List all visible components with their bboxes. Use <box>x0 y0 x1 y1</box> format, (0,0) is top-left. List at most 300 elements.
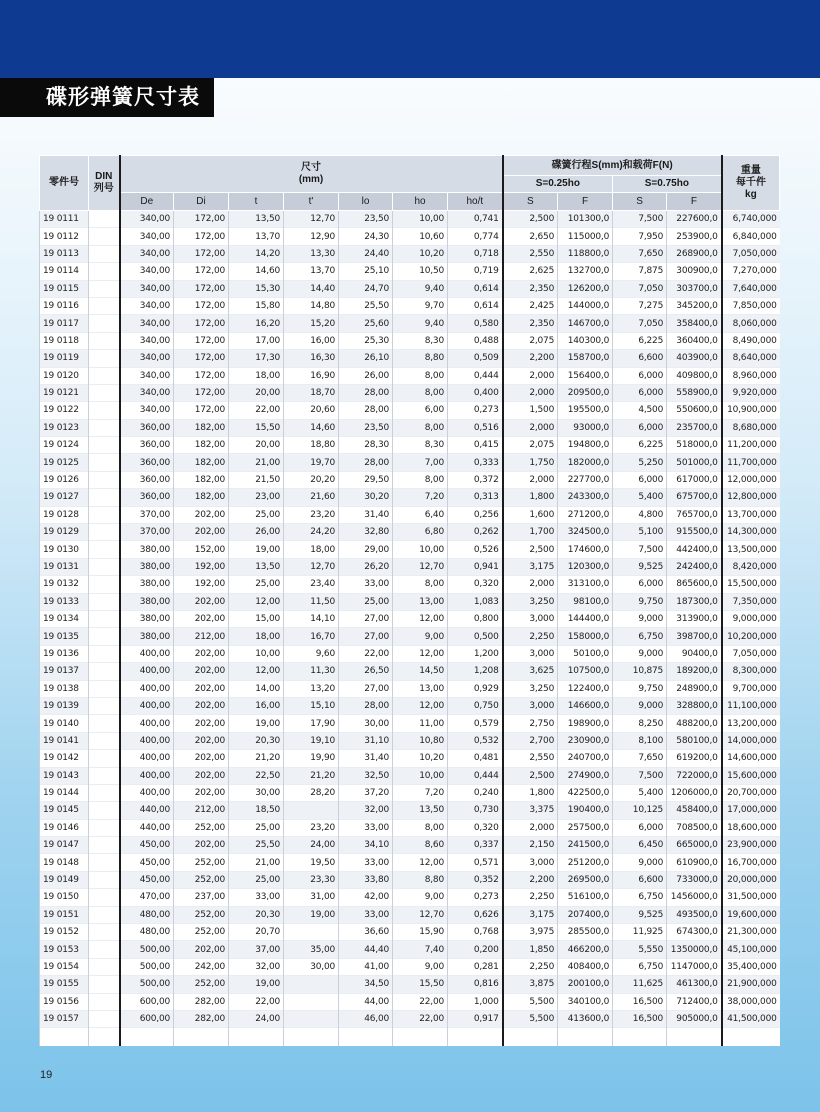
cell-col-ho: 8,00 <box>393 819 448 836</box>
header-col-f-075: F <box>667 193 722 211</box>
cell-col-t: 21,20 <box>229 750 284 767</box>
cell-col-di: 202,00 <box>174 610 229 627</box>
cell-part-number: 19 0125 <box>40 454 89 471</box>
table-row <box>40 245 780 262</box>
cell-col-s-025: 2,250 <box>503 889 558 906</box>
cell-part-number: 19 0148 <box>40 854 89 871</box>
table-row <box>40 384 780 401</box>
cell-col-s-025: 2,000 <box>503 576 558 593</box>
cell-part-number: 19 0147 <box>40 837 89 854</box>
cell-din-series <box>89 732 120 749</box>
cell-col-t: 17,30 <box>229 350 284 367</box>
empty-cell <box>120 1028 174 1047</box>
cell-col-ho: 10,00 <box>393 211 448 228</box>
cell-col-f-075: 409800,0 <box>667 367 722 384</box>
cell-col-ho-t: 0,532 <box>448 732 503 749</box>
cell-col-f-025: 132700,0 <box>558 263 613 280</box>
cell-din-series <box>89 663 120 680</box>
cell-part-number: 19 0153 <box>40 941 89 958</box>
cell-part-number: 19 0130 <box>40 541 89 558</box>
empty-cell <box>174 1028 229 1047</box>
cell-col-s-075: 5,250 <box>613 454 667 471</box>
cell-col-s-075: 9,000 <box>613 697 667 714</box>
cell-din-series <box>89 976 120 993</box>
cell-col-s-075: 8,250 <box>613 715 667 732</box>
cell-undefined: 11,700,000 <box>722 454 780 471</box>
header-col-de: De <box>120 193 174 211</box>
cell-col-t: 21,00 <box>229 854 284 871</box>
cell-col-t: 14,20 <box>229 245 284 262</box>
cell-col-lo: 33,80 <box>339 871 393 888</box>
empty-cell <box>89 1028 120 1047</box>
cell-col-ho-t: 0,526 <box>448 541 503 558</box>
cell-col-f-075: 558900,0 <box>667 384 722 401</box>
cell-col-ho-t: 0,372 <box>448 471 503 488</box>
cell-col-di: 172,00 <box>174 228 229 245</box>
cell-col-s-025: 2,500 <box>503 767 558 784</box>
cell-din-series <box>89 1010 120 1027</box>
cell-col-f-075: 712400,0 <box>667 993 722 1010</box>
cell-col-f-025: 194800,0 <box>558 437 613 454</box>
empty-cell <box>558 1028 613 1047</box>
table-row <box>40 367 780 384</box>
cell-col-f-025: 120300,0 <box>558 558 613 575</box>
cell-col-ho-t: 1,000 <box>448 993 503 1010</box>
cell-col-s-075: 6,450 <box>613 837 667 854</box>
table-row <box>40 941 780 958</box>
cell-din-series <box>89 645 120 662</box>
cell-col-di: 152,00 <box>174 541 229 558</box>
table-row <box>40 419 780 436</box>
cell-col-s-075: 6,750 <box>613 628 667 645</box>
cell-col-s-025: 2,000 <box>503 819 558 836</box>
cell-col-t-prime: 16,90 <box>284 367 339 384</box>
cell-undefined: 9,000,000 <box>722 610 780 627</box>
cell-col-di: 202,00 <box>174 750 229 767</box>
cell-col-ho: 13,50 <box>393 802 448 819</box>
cell-col-t: 13,50 <box>229 558 284 575</box>
header-col-t-prime: t' <box>284 193 339 211</box>
cell-col-s-075: 6,600 <box>613 350 667 367</box>
cell-col-f-025: 174600,0 <box>558 541 613 558</box>
cell-undefined: 21,300,000 <box>722 924 780 941</box>
cell-col-di: 282,00 <box>174 993 229 1010</box>
cell-col-ho-t: 0,333 <box>448 454 503 471</box>
cell-col-s-025: 3,250 <box>503 593 558 610</box>
header-stroke-load: 碟簧行程S(mm)和载荷F(N) <box>503 156 722 176</box>
table-row <box>40 837 780 854</box>
cell-col-s-025: 2,000 <box>503 384 558 401</box>
table-row <box>40 784 780 801</box>
cell-col-ho: 10,20 <box>393 750 448 767</box>
cell-col-s-025: 5,500 <box>503 1010 558 1027</box>
cell-col-t-prime <box>284 1010 339 1027</box>
cell-part-number: 19 0155 <box>40 976 89 993</box>
cell-col-lo: 22,00 <box>339 645 393 662</box>
cell-col-de: 340,00 <box>120 280 174 297</box>
cell-col-f-025: 101300,0 <box>558 211 613 228</box>
cell-din-series <box>89 889 120 906</box>
header-band <box>0 0 820 78</box>
cell-col-f-075: 674300,0 <box>667 924 722 941</box>
cell-col-t-prime <box>284 993 339 1010</box>
cell-col-ho-t: 0,816 <box>448 976 503 993</box>
cell-undefined: 16,700,000 <box>722 854 780 871</box>
page-title: 碟形弹簧尺寸表 <box>0 78 214 117</box>
table-row <box>40 958 780 975</box>
cell-col-lo: 33,00 <box>339 576 393 593</box>
cell-col-ho: 12,70 <box>393 906 448 923</box>
cell-col-f-075: 235700,0 <box>667 419 722 436</box>
cell-col-ho: 14,50 <box>393 663 448 680</box>
cell-col-t: 25,00 <box>229 871 284 888</box>
cell-col-ho-t: 0,571 <box>448 854 503 871</box>
cell-col-t: 20,30 <box>229 906 284 923</box>
cell-part-number: 19 0143 <box>40 767 89 784</box>
cell-col-de: 400,00 <box>120 645 174 662</box>
cell-col-s-075: 6,600 <box>613 871 667 888</box>
cell-col-s-075: 4,800 <box>613 506 667 523</box>
cell-col-f-075: 1147000,0 <box>667 958 722 975</box>
cell-col-s-025: 2,425 <box>503 297 558 314</box>
cell-undefined: 7,850,000 <box>722 297 780 314</box>
cell-col-s-075: 7,650 <box>613 245 667 262</box>
cell-col-ho: 12,70 <box>393 558 448 575</box>
cell-col-s-025: 1,800 <box>503 489 558 506</box>
cell-col-f-025: 115000,0 <box>558 228 613 245</box>
cell-col-de: 340,00 <box>120 315 174 332</box>
cell-col-t: 17,00 <box>229 332 284 349</box>
cell-col-di: 172,00 <box>174 315 229 332</box>
cell-col-t: 18,00 <box>229 628 284 645</box>
cell-col-lo: 27,00 <box>339 680 393 697</box>
cell-col-t-prime: 19,10 <box>284 732 339 749</box>
cell-col-di: 202,00 <box>174 941 229 958</box>
cell-col-f-025: 227700,0 <box>558 471 613 488</box>
table-row <box>40 906 780 923</box>
cell-col-f-025: 422500,0 <box>558 784 613 801</box>
cell-col-lo: 26,10 <box>339 350 393 367</box>
cell-col-f-025: 271200,0 <box>558 506 613 523</box>
cell-col-s-025: 3,175 <box>503 906 558 923</box>
cell-col-di: 172,00 <box>174 332 229 349</box>
cell-undefined: 11,100,000 <box>722 697 780 714</box>
cell-col-lo: 31,10 <box>339 732 393 749</box>
table-row <box>40 697 780 714</box>
cell-col-t: 22,50 <box>229 767 284 784</box>
cell-undefined: 20,700,000 <box>722 784 780 801</box>
cell-col-f-075: 1206000,0 <box>667 784 722 801</box>
cell-col-de: 400,00 <box>120 767 174 784</box>
cell-col-t: 26,00 <box>229 524 284 541</box>
cell-col-f-075: 242400,0 <box>667 558 722 575</box>
cell-undefined: 8,300,000 <box>722 663 780 680</box>
cell-col-ho-t: 0,509 <box>448 350 503 367</box>
cell-col-t-prime: 13,30 <box>284 245 339 262</box>
cell-col-s-075: 9,000 <box>613 610 667 627</box>
cell-col-ho-t: 0,481 <box>448 750 503 767</box>
cell-part-number: 19 0136 <box>40 645 89 662</box>
cell-col-f-025: 122400,0 <box>558 680 613 697</box>
cell-col-ho: 12,00 <box>393 645 448 662</box>
cell-col-s-025: 2,250 <box>503 628 558 645</box>
cell-col-ho-t: 0,352 <box>448 871 503 888</box>
cell-col-ho-t: 0,516 <box>448 419 503 436</box>
cell-col-t-prime: 15,10 <box>284 697 339 714</box>
cell-col-de: 380,00 <box>120 576 174 593</box>
cell-col-s-025: 3,250 <box>503 680 558 697</box>
cell-col-ho-t: 0,929 <box>448 680 503 697</box>
cell-col-ho-t: 0,614 <box>448 280 503 297</box>
table-row <box>40 732 780 749</box>
cell-col-lo: 44,40 <box>339 941 393 958</box>
cell-col-de: 380,00 <box>120 610 174 627</box>
cell-col-t: 25,00 <box>229 506 284 523</box>
cell-col-t: 21,00 <box>229 454 284 471</box>
cell-undefined: 9,700,000 <box>722 680 780 697</box>
cell-col-de: 440,00 <box>120 819 174 836</box>
cell-col-f-075: 300900,0 <box>667 263 722 280</box>
cell-col-s-075: 7,050 <box>613 280 667 297</box>
cell-col-s-075: 6,750 <box>613 889 667 906</box>
cell-part-number: 19 0152 <box>40 924 89 941</box>
cell-col-f-025: 200100,0 <box>558 976 613 993</box>
table-row <box>40 628 780 645</box>
cell-part-number: 19 0124 <box>40 437 89 454</box>
cell-col-ho-t: 1,083 <box>448 593 503 610</box>
cell-col-s-025: 2,350 <box>503 280 558 297</box>
cell-col-ho: 8,60 <box>393 837 448 854</box>
cell-din-series <box>89 750 120 767</box>
cell-col-f-075: 303700,0 <box>667 280 722 297</box>
cell-part-number: 19 0135 <box>40 628 89 645</box>
cell-din-series <box>89 593 120 610</box>
cell-col-de: 400,00 <box>120 784 174 801</box>
cell-col-ho-t: 0,240 <box>448 784 503 801</box>
cell-col-ho: 8,00 <box>393 384 448 401</box>
cell-col-de: 380,00 <box>120 541 174 558</box>
cell-col-lo: 31,40 <box>339 506 393 523</box>
cell-col-ho-t: 0,917 <box>448 1010 503 1027</box>
header-col-di: Di <box>174 193 229 211</box>
cell-col-s-025: 2,075 <box>503 332 558 349</box>
cell-col-de: 450,00 <box>120 871 174 888</box>
cell-col-di: 172,00 <box>174 402 229 419</box>
cell-din-series <box>89 541 120 558</box>
table-row <box>40 715 780 732</box>
cell-col-f-025: 50100,0 <box>558 645 613 662</box>
cell-din-series <box>89 367 120 384</box>
cell-undefined: 8,680,000 <box>722 419 780 436</box>
cell-col-f-025: 230900,0 <box>558 732 613 749</box>
cell-col-s-075: 7,050 <box>613 315 667 332</box>
cell-part-number: 19 0145 <box>40 802 89 819</box>
cell-part-number: 19 0115 <box>40 280 89 297</box>
cell-col-de: 340,00 <box>120 245 174 262</box>
cell-col-di: 202,00 <box>174 680 229 697</box>
cell-col-f-075: 733000,0 <box>667 871 722 888</box>
cell-part-number: 19 0133 <box>40 593 89 610</box>
cell-col-f-025: 241500,0 <box>558 837 613 854</box>
cell-col-de: 400,00 <box>120 697 174 714</box>
cell-col-s-025: 1,700 <box>503 524 558 541</box>
cell-col-s-075: 16,500 <box>613 993 667 1010</box>
cell-col-s-025: 1,850 <box>503 941 558 958</box>
cell-col-s-075: 9,750 <box>613 593 667 610</box>
cell-col-lo: 32,00 <box>339 802 393 819</box>
cell-col-de: 400,00 <box>120 680 174 697</box>
cell-din-series <box>89 471 120 488</box>
cell-col-ho-t: 0,730 <box>448 802 503 819</box>
cell-col-lo: 25,00 <box>339 593 393 610</box>
cell-col-f-075: 187300,0 <box>667 593 722 610</box>
cell-col-di: 252,00 <box>174 924 229 941</box>
cell-col-ho-t: 0,320 <box>448 819 503 836</box>
cell-col-f-025: 190400,0 <box>558 802 613 819</box>
cell-col-di: 202,00 <box>174 715 229 732</box>
cell-din-series <box>89 350 120 367</box>
cell-part-number: 19 0149 <box>40 871 89 888</box>
cell-col-f-025: 209500,0 <box>558 384 613 401</box>
cell-col-lo: 27,00 <box>339 628 393 645</box>
cell-col-f-075: 722000,0 <box>667 767 722 784</box>
header-dimensions <box>120 156 503 193</box>
cell-din-series <box>89 332 120 349</box>
cell-col-f-075: 313900,0 <box>667 610 722 627</box>
table-row <box>40 402 780 419</box>
cell-col-f-025: 140300,0 <box>558 332 613 349</box>
cell-col-t: 15,50 <box>229 419 284 436</box>
cell-part-number: 19 0121 <box>40 384 89 401</box>
cell-col-ho: 8,00 <box>393 576 448 593</box>
cell-col-f-025: 118800,0 <box>558 245 613 262</box>
cell-din-series <box>89 402 120 419</box>
cell-din-series <box>89 576 120 593</box>
cell-din-series <box>89 263 120 280</box>
header-s075: S=0.75ho <box>613 176 722 193</box>
cell-col-s-025: 2,500 <box>503 541 558 558</box>
cell-col-ho: 13,00 <box>393 593 448 610</box>
cell-col-t: 15,30 <box>229 280 284 297</box>
table-row <box>40 871 780 888</box>
cell-col-t-prime: 16,70 <box>284 628 339 645</box>
cell-undefined: 35,400,000 <box>722 958 780 975</box>
cell-col-di: 172,00 <box>174 367 229 384</box>
cell-col-f-025: 408400,0 <box>558 958 613 975</box>
cell-undefined: 8,420,000 <box>722 558 780 575</box>
cell-col-de: 380,00 <box>120 593 174 610</box>
cell-part-number: 19 0114 <box>40 263 89 280</box>
cell-col-s-075: 9,000 <box>613 854 667 871</box>
cell-col-t-prime: 19,50 <box>284 854 339 871</box>
cell-part-number: 19 0141 <box>40 732 89 749</box>
cell-col-f-025: 126200,0 <box>558 280 613 297</box>
cell-part-number: 19 0157 <box>40 1010 89 1027</box>
table-row <box>40 593 780 610</box>
cell-col-s-025: 1,600 <box>503 506 558 523</box>
cell-col-ho: 7,20 <box>393 489 448 506</box>
cell-col-ho: 13,00 <box>393 680 448 697</box>
cell-part-number: 19 0129 <box>40 524 89 541</box>
cell-part-number: 19 0134 <box>40 610 89 627</box>
table-row <box>40 663 780 680</box>
cell-col-t: 12,00 <box>229 593 284 610</box>
cell-undefined: 12,000,000 <box>722 471 780 488</box>
header-weight-unit: kg <box>745 189 757 200</box>
cell-col-ho-t: 0,273 <box>448 402 503 419</box>
cell-col-s-025: 3,875 <box>503 976 558 993</box>
cell-col-s-025: 1,800 <box>503 784 558 801</box>
header-dimensions-unit: (mm) <box>298 174 324 185</box>
cell-col-t-prime <box>284 976 339 993</box>
cell-col-t: 10,00 <box>229 645 284 662</box>
cell-col-de: 480,00 <box>120 924 174 941</box>
cell-part-number: 19 0112 <box>40 228 89 245</box>
cell-col-t-prime: 17,90 <box>284 715 339 732</box>
cell-col-ho-t: 0,626 <box>448 906 503 923</box>
cell-col-ho: 11,00 <box>393 715 448 732</box>
cell-col-lo: 32,50 <box>339 767 393 784</box>
cell-col-t: 33,00 <box>229 889 284 906</box>
cell-col-de: 450,00 <box>120 854 174 871</box>
cell-col-ho: 8,80 <box>393 350 448 367</box>
cell-col-di: 202,00 <box>174 506 229 523</box>
cell-col-f-025: 251200,0 <box>558 854 613 871</box>
cell-col-de: 600,00 <box>120 1010 174 1027</box>
cell-col-s-075: 8,100 <box>613 732 667 749</box>
cell-col-t-prime <box>284 802 339 819</box>
cell-col-lo: 42,00 <box>339 889 393 906</box>
cell-col-lo: 33,00 <box>339 819 393 836</box>
table-row <box>40 680 780 697</box>
cell-din-series <box>89 871 120 888</box>
cell-col-ho: 9,00 <box>393 889 448 906</box>
cell-col-s-075: 10,125 <box>613 802 667 819</box>
cell-col-lo: 33,00 <box>339 906 393 923</box>
cell-col-s-025: 2,550 <box>503 245 558 262</box>
cell-col-s-075: 6,000 <box>613 819 667 836</box>
cell-col-f-075: 268900,0 <box>667 245 722 262</box>
cell-col-lo: 26,20 <box>339 558 393 575</box>
cell-col-f-075: 518000,0 <box>667 437 722 454</box>
header-col-f-025: F <box>558 193 613 211</box>
cell-col-t: 19,00 <box>229 541 284 558</box>
cell-undefined: 20,000,000 <box>722 871 780 888</box>
cell-col-f-075: 550600,0 <box>667 402 722 419</box>
cell-col-ho-t: 0,500 <box>448 628 503 645</box>
cell-undefined: 13,700,000 <box>722 506 780 523</box>
cell-undefined: 7,640,000 <box>722 280 780 297</box>
cell-part-number: 19 0138 <box>40 680 89 697</box>
cell-col-lo: 44,00 <box>339 993 393 1010</box>
cell-col-f-025: 158700,0 <box>558 350 613 367</box>
cell-col-ho: 9,70 <box>393 297 448 314</box>
cell-col-di: 202,00 <box>174 524 229 541</box>
cell-col-ho-t: 0,614 <box>448 297 503 314</box>
cell-din-series <box>89 419 120 436</box>
cell-undefined: 14,300,000 <box>722 524 780 541</box>
cell-col-ho: 8,00 <box>393 367 448 384</box>
cell-col-di: 252,00 <box>174 819 229 836</box>
cell-col-de: 340,00 <box>120 332 174 349</box>
cell-col-f-075: 619200,0 <box>667 750 722 767</box>
table-row <box>40 315 780 332</box>
spring-dimension-table <box>39 155 780 1046</box>
cell-col-t-prime: 16,30 <box>284 350 339 367</box>
cell-col-s-025: 2,750 <box>503 715 558 732</box>
cell-col-f-025: 243300,0 <box>558 489 613 506</box>
cell-col-ho-t: 0,774 <box>448 228 503 245</box>
